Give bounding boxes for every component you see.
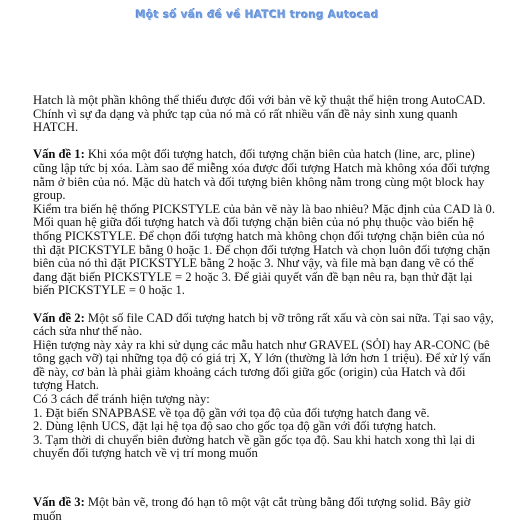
issue-2-answer: Hiện tượng này xảy ra khi sử dụng các mẫu hatch như GRAVEL (SỎI) hay AR-CONC (bê tông gạch vỡ) tại những tọa độ có giá trị X, Y lớn (thường là lớn hơn 1 triệu). Để xử lý vấn đề này, cơ bản là phải giảm khoảng cách tương đối giữa gốc (origin) của Hatch và đối tượng Hatch. — [33, 337, 491, 393]
issue-2-step-1: 1. Đặt biến SNAPBASE về tọa độ gần với tọa độ của đối tượng hatch đang vẽ. — [33, 405, 430, 420]
issue-2-label: Vấn đề 2: — [33, 310, 85, 325]
issue-1-answer: Kiểm tra biến hệ thống PICKSTYLE của bản vẽ này là bao nhiêu? Mặc định của CAD là 0. Mối quan hệ giữa đối tượng hatch và đối tượng chặn biên của nó phụ thuộc vào biến hệ thống PICKSTYLE. Để chọn đối tượng hatch mà không chọn đối tượng chặn biên của nó thì đặt PICKSTYLE bằng 0 hoặc 1. Để chọn đối tượng Hatch và chọn luôn đối tượng chặn biên của nó thì đặt PICKSTYLE bằng 2 hoặc 3. Như vậy, và file mà bạn đang vẽ có thể đang đặt biến PICKSTYLE = 2 hoặc 3. Để giải quyết vấn đề bạn nêu ra, bạn thử đặt lại biến PICKSTYLE = 0 hoặc 1. — [33, 201, 495, 298]
issue-2-step-2: 2. Dùng lệnh UCS, đặt lại hệ tọa độ sao cho gốc tọa độ gần với đối tượng hatch. — [33, 419, 437, 434]
issue-2-paragraph — [33, 312, 495, 339]
document-body — [33, 94, 495, 461]
issue-2-step-3: 3. Tạm thời di chuyển biên đường hatch về gần gốc tọa độ. Sau khi hatch xong thì lại di chuyển đối tượng hatch về vị trí mong muốn — [33, 432, 476, 461]
issue-1-label: Vấn đề 1: — [33, 147, 85, 162]
document-title: Một số vấn đề về HATCH trong Autocad — [135, 9, 379, 21]
issue-2-methods-intro: Có 3 cách để tránh hiện tượng này: — [33, 392, 210, 407]
issue-1-text: Khi xóa một đối tượng hatch, đối tượng chặn biên của hatch (line, arc, pline) cũng lập tức bị xóa. Làm sao để miễng xóa được đối tượng Hatch mà không xóa đối tượng nằm ở biên của nó. Mặc dù hatch và đối tượng biên không nằm trong cùng một block hay group. — [33, 147, 490, 203]
issue-1-paragraph — [33, 148, 495, 202]
intro-paragraph: Hatch là một phần không thể thiếu được đối với bản vẽ kỹ thuật thể hiện trong AutoCAD. Chính vì sự đa dạng và phức tạp của nó mà có rất nhiều vấn đề nảy sinh xung quanh HATCH. — [33, 93, 486, 135]
issue-3-text: Một bản vẽ, trong đó hạn tô một vật cắt trùng bằng đối tượng solid. Bây giờ muốn — [33, 495, 471, 523]
issue-3-partial — [33, 495, 495, 523]
issue-2-text: Một số file CAD đối tượng hatch bị vỡ trông rất xấu và còn sai nữa. Tại sao vậy, cách sửa như thế nào. — [33, 310, 494, 339]
issue-3-label: Vấn đề 3: — [33, 495, 85, 509]
